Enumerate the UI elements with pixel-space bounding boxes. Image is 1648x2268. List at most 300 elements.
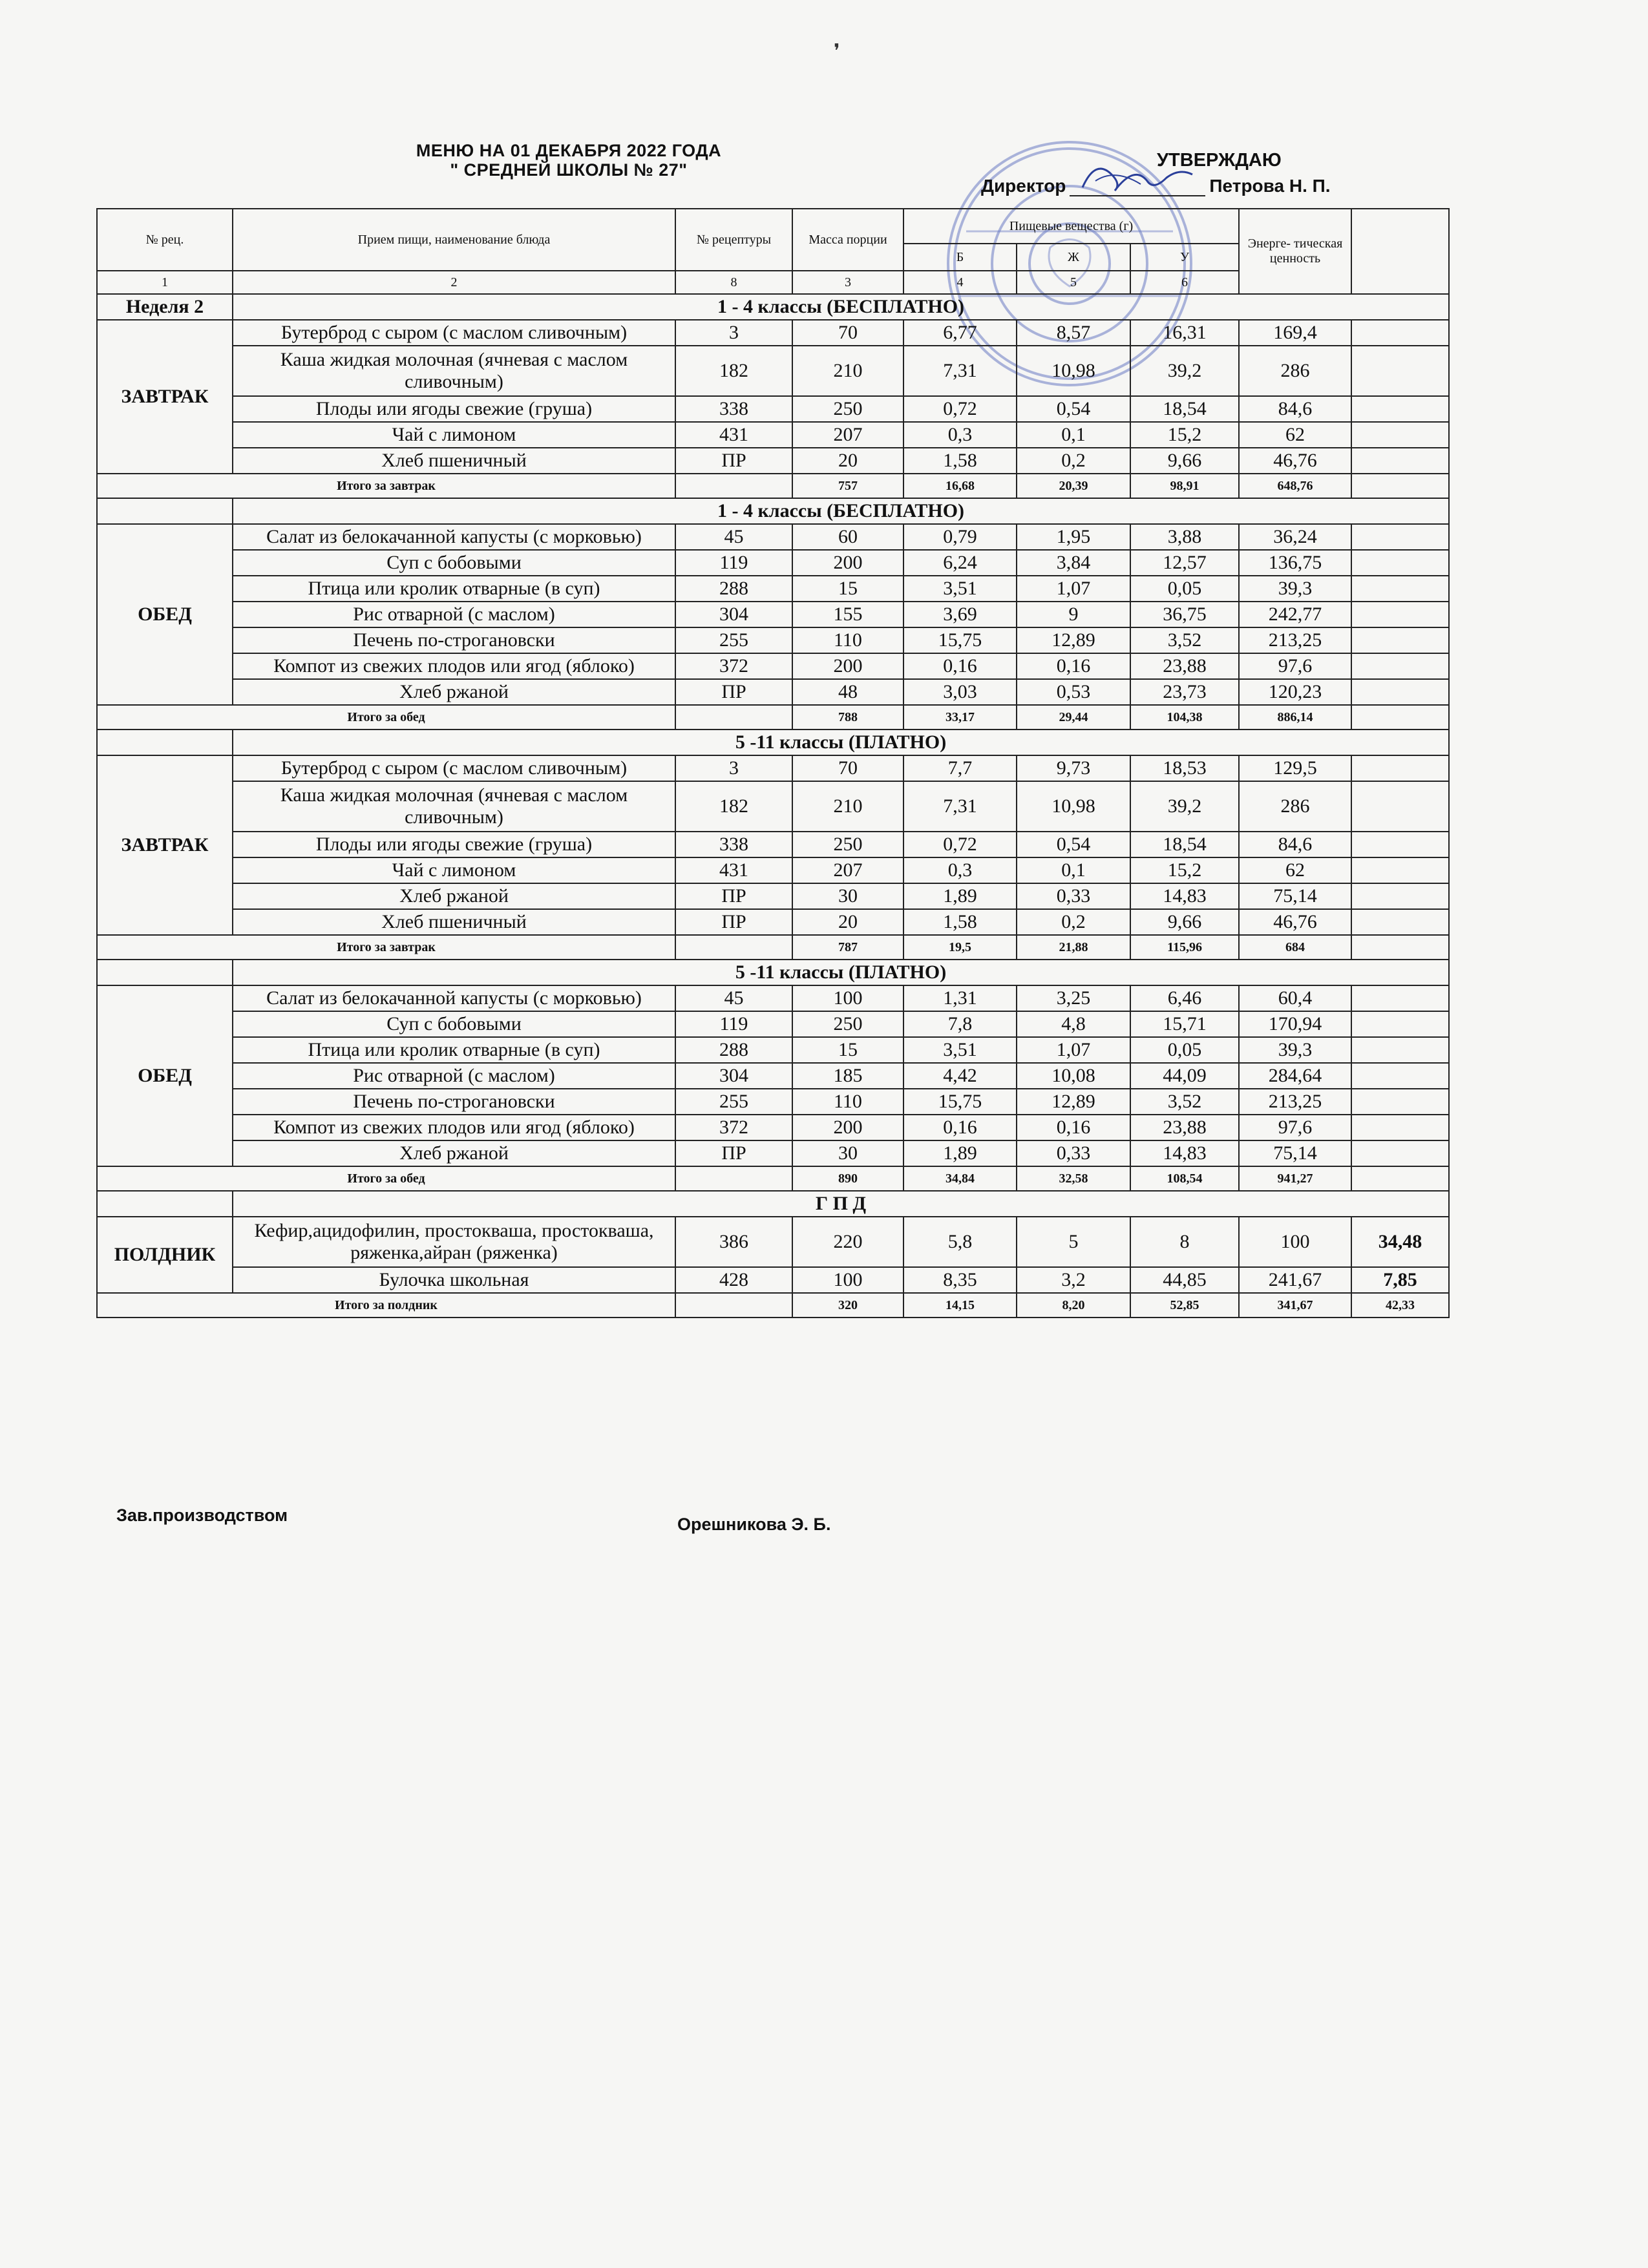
menu-item-row [97, 627, 1449, 653]
recipe-number: 119 [675, 1011, 792, 1037]
protein-value: 7,7 [903, 755, 1017, 781]
section-title: Г П Д [233, 1191, 1449, 1217]
portion-mass: 200 [792, 1115, 903, 1140]
price-value [1351, 985, 1449, 1011]
total-recipe-empty [675, 474, 792, 498]
menu-item-row [97, 1063, 1449, 1089]
recipe-number: 428 [675, 1267, 792, 1293]
carb-value: 15,2 [1130, 857, 1239, 883]
fat-value: 1,07 [1017, 1037, 1130, 1063]
dish-name: Бутерброд с сыром (с маслом сливочным) [233, 320, 675, 346]
menu-item-row [97, 679, 1449, 705]
total-row [97, 935, 1449, 960]
dish-name: Бутерброд с сыром (с маслом сливочным) [233, 755, 675, 781]
menu-item-row [97, 985, 1449, 1011]
fat-value: 0,1 [1017, 422, 1130, 448]
dish-name: Кефир,ацидофилин, простокваша, простокваша, ряженка,айран (ряженка) [233, 1217, 675, 1267]
meal-label: ПОЛДНИК [97, 1217, 233, 1293]
recipe-number: 288 [675, 1037, 792, 1063]
protein-value: 0,79 [903, 524, 1017, 550]
section-title: 1 - 4 классы (БЕСПЛАТНО) [233, 498, 1449, 524]
col-header-extra [1351, 209, 1449, 294]
energy-value: 100 [1239, 1217, 1351, 1267]
carb-value: 3,52 [1130, 1089, 1239, 1115]
protein-value: 3,03 [903, 679, 1017, 705]
energy-value: 284,64 [1239, 1063, 1351, 1089]
price-value: 7,85 [1351, 1267, 1449, 1293]
portion-mass: 60 [792, 524, 903, 550]
meal-label: ОБЕД [97, 524, 233, 705]
col-number: 5 [1017, 271, 1130, 294]
portion-mass: 250 [792, 396, 903, 422]
recipe-number: 304 [675, 602, 792, 627]
carb-value: 9,66 [1130, 909, 1239, 935]
portion-mass: 250 [792, 832, 903, 857]
fat-value: 0,1 [1017, 857, 1130, 883]
recipe-number: ПР [675, 679, 792, 705]
menu-item-row [97, 550, 1449, 576]
menu-item-row [97, 883, 1449, 909]
energy-value: 241,67 [1239, 1267, 1351, 1293]
portion-mass: 110 [792, 627, 903, 653]
section-spacer-cell [97, 730, 233, 755]
protein-value: 0,3 [903, 422, 1017, 448]
portion-mass: 200 [792, 550, 903, 576]
protein-value: 8,35 [903, 1267, 1017, 1293]
recipe-number: 3 [675, 320, 792, 346]
total-label: Итого за обед [97, 1166, 675, 1191]
total-label: Итого за завтрак [97, 935, 675, 960]
menu-item-row [97, 524, 1449, 550]
protein-value: 0,16 [903, 1115, 1017, 1140]
menu-item-row [97, 857, 1449, 883]
price-value [1351, 602, 1449, 627]
section-header-row [97, 730, 1449, 755]
meal-label: ОБЕД [97, 985, 233, 1166]
total-fat: 21,88 [1017, 935, 1130, 960]
carb-value: 6,46 [1130, 985, 1239, 1011]
carb-value: 23,73 [1130, 679, 1239, 705]
price-value [1351, 781, 1449, 832]
section-title: 5 -11 классы (ПЛАТНО) [233, 960, 1449, 985]
price-value [1351, 1115, 1449, 1140]
dish-name: Плоды или ягоды свежие (груша) [233, 396, 675, 422]
portion-mass: 110 [792, 1089, 903, 1115]
menu-item-row [97, 1089, 1449, 1115]
energy-value: 242,77 [1239, 602, 1351, 627]
total-fat: 32,58 [1017, 1166, 1130, 1191]
energy-value: 62 [1239, 857, 1351, 883]
total-fat: 20,39 [1017, 474, 1130, 498]
section-spacer-cell [97, 1191, 233, 1217]
section-title: 5 -11 классы (ПЛАТНО) [233, 730, 1449, 755]
total-label: Итого за полдник [97, 1293, 675, 1318]
dish-name: Салат из белокачанной капусты (с морковью) [233, 524, 675, 550]
carb-value: 23,88 [1130, 1115, 1239, 1140]
fat-value: 0,2 [1017, 448, 1130, 474]
total-recipe-empty [675, 935, 792, 960]
total-price [1351, 935, 1449, 960]
col-number: 3 [792, 271, 903, 294]
energy-value: 84,6 [1239, 396, 1351, 422]
carb-value: 0,05 [1130, 576, 1239, 602]
carb-value: 12,57 [1130, 550, 1239, 576]
dish-name: Компот из свежих плодов или ягод (яблоко) [233, 653, 675, 679]
protein-value: 15,75 [903, 627, 1017, 653]
protein-value: 4,42 [903, 1063, 1017, 1089]
energy-value: 39,3 [1239, 576, 1351, 602]
carb-value: 18,54 [1130, 832, 1239, 857]
section-header-row [97, 498, 1449, 524]
total-mass: 788 [792, 705, 903, 730]
dish-name: Чай с лимоном [233, 422, 675, 448]
dish-name: Птица или кролик отварные (в суп) [233, 1037, 675, 1063]
portion-mass: 15 [792, 1037, 903, 1063]
dish-name: Печень по-строгановски [233, 627, 675, 653]
col-header-dish: Прием пищи, наименование блюда [233, 209, 675, 271]
portion-mass: 207 [792, 422, 903, 448]
menu-item-row [97, 1267, 1449, 1293]
price-value [1351, 653, 1449, 679]
total-recipe-empty [675, 1166, 792, 1191]
recipe-number: 182 [675, 346, 792, 396]
energy-value: 75,14 [1239, 1140, 1351, 1166]
total-label: Итого за завтрак [97, 474, 675, 498]
dish-name: Каша жидкая молочная (ячневая с маслом сливочным) [233, 781, 675, 832]
total-recipe-empty [675, 705, 792, 730]
price-value [1351, 396, 1449, 422]
recipe-number: 304 [675, 1063, 792, 1089]
total-row [97, 1293, 1449, 1318]
carb-value: 18,53 [1130, 755, 1239, 781]
price-value [1351, 1011, 1449, 1037]
menu-item-row [97, 832, 1449, 857]
table-header-row-1 [97, 209, 1449, 244]
portion-mass: 70 [792, 320, 903, 346]
energy-value: 97,6 [1239, 653, 1351, 679]
protein-value: 3,51 [903, 576, 1017, 602]
energy-value: 62 [1239, 422, 1351, 448]
recipe-number: ПР [675, 448, 792, 474]
price-value [1351, 422, 1449, 448]
price-value: 34,48 [1351, 1217, 1449, 1267]
title-line-2: " СРЕДНЕЙ ШКОЛЫ № 27" [450, 160, 688, 180]
menu-item-row [97, 1115, 1449, 1140]
total-fat: 8,20 [1017, 1293, 1130, 1318]
energy-value: 213,25 [1239, 627, 1351, 653]
price-value [1351, 576, 1449, 602]
dish-name: Хлеб ржаной [233, 679, 675, 705]
carb-value: 44,85 [1130, 1267, 1239, 1293]
title-line-1: МЕНЮ НА 01 ДЕКАБРЯ 2022 ГОДА [416, 141, 722, 160]
total-protein: 34,84 [903, 1166, 1017, 1191]
total-protein: 33,17 [903, 705, 1017, 730]
price-value [1351, 857, 1449, 883]
menu-item-row [97, 1217, 1449, 1267]
total-price [1351, 1166, 1449, 1191]
energy-value: 46,76 [1239, 909, 1351, 935]
fat-value: 0,53 [1017, 679, 1130, 705]
protein-value: 0,72 [903, 832, 1017, 857]
total-energy: 648,76 [1239, 474, 1351, 498]
energy-value: 136,75 [1239, 550, 1351, 576]
price-value [1351, 1037, 1449, 1063]
energy-value: 169,4 [1239, 320, 1351, 346]
portion-mass: 210 [792, 346, 903, 396]
total-carb: 108,54 [1130, 1166, 1239, 1191]
col-header-zh: Ж [1017, 244, 1130, 271]
protein-value: 5,8 [903, 1217, 1017, 1267]
energy-value: 286 [1239, 346, 1351, 396]
carb-value: 14,83 [1130, 1140, 1239, 1166]
protein-value: 1,58 [903, 448, 1017, 474]
dish-name: Салат из белокачанной капусты (с морковью) [233, 985, 675, 1011]
dish-name: Плоды или ягоды свежие (груша) [233, 832, 675, 857]
fat-value: 3,25 [1017, 985, 1130, 1011]
col-number: 1 [97, 271, 233, 294]
recipe-number: 338 [675, 396, 792, 422]
total-price [1351, 705, 1449, 730]
recipe-number: 45 [675, 985, 792, 1011]
menu-item-row [97, 781, 1449, 832]
menu-table-body [97, 209, 1449, 1318]
protein-value: 15,75 [903, 1089, 1017, 1115]
carb-value: 36,75 [1130, 602, 1239, 627]
section-header-row [97, 1191, 1449, 1217]
carb-value: 14,83 [1130, 883, 1239, 909]
recipe-number: 372 [675, 1115, 792, 1140]
menu-item-row [97, 909, 1449, 935]
energy-value: 97,6 [1239, 1115, 1351, 1140]
price-value [1351, 448, 1449, 474]
total-mass: 787 [792, 935, 903, 960]
recipe-number: 45 [675, 524, 792, 550]
section-header-row [97, 960, 1449, 985]
dish-name: Хлеб ржаной [233, 1140, 675, 1166]
protein-value: 3,51 [903, 1037, 1017, 1063]
energy-value: 129,5 [1239, 755, 1351, 781]
energy-value: 120,23 [1239, 679, 1351, 705]
recipe-number: 386 [675, 1217, 792, 1267]
total-recipe-empty [675, 1293, 792, 1318]
price-value [1351, 346, 1449, 396]
recipe-number: 255 [675, 1089, 792, 1115]
fat-value: 10,08 [1017, 1063, 1130, 1089]
fat-value: 5 [1017, 1217, 1130, 1267]
portion-mass: 155 [792, 602, 903, 627]
carb-value: 44,09 [1130, 1063, 1239, 1089]
recipe-number: 288 [675, 576, 792, 602]
recipe-number: ПР [675, 1140, 792, 1166]
energy-value: 170,94 [1239, 1011, 1351, 1037]
dish-name: Чай с лимоном [233, 857, 675, 883]
total-energy: 886,14 [1239, 705, 1351, 730]
protein-value: 1,31 [903, 985, 1017, 1011]
price-value [1351, 1089, 1449, 1115]
total-fat: 29,44 [1017, 705, 1130, 730]
energy-value: 286 [1239, 781, 1351, 832]
carb-value: 39,2 [1130, 346, 1239, 396]
recipe-number: 3 [675, 755, 792, 781]
portion-mass: 185 [792, 1063, 903, 1089]
section-title: 1 - 4 классы (БЕСПЛАТНО) [233, 294, 1449, 320]
production-manager-name: Орешникова Э. Б. [677, 1515, 831, 1534]
dish-name: Птица или кролик отварные (в суп) [233, 576, 675, 602]
total-carb: 104,38 [1130, 705, 1239, 730]
fat-value: 0,33 [1017, 883, 1130, 909]
section-header-row [97, 294, 1449, 320]
portion-mass: 20 [792, 448, 903, 474]
menu-item-row [97, 1011, 1449, 1037]
total-row [97, 705, 1449, 730]
col-header-recipe: № рецептуры [675, 209, 792, 271]
fat-value: 10,98 [1017, 781, 1130, 832]
portion-mass: 207 [792, 857, 903, 883]
portion-mass: 100 [792, 985, 903, 1011]
recipe-number: 255 [675, 627, 792, 653]
dish-name: Компот из свежих плодов или ягод (яблоко) [233, 1115, 675, 1140]
fat-value: 3,2 [1017, 1267, 1130, 1293]
fat-value: 0,16 [1017, 653, 1130, 679]
energy-value: 39,3 [1239, 1037, 1351, 1063]
col-number: 2 [233, 271, 675, 294]
dish-name: Хлеб ржаной [233, 883, 675, 909]
energy-value: 36,24 [1239, 524, 1351, 550]
carb-value: 9,66 [1130, 448, 1239, 474]
protein-value: 0,72 [903, 396, 1017, 422]
fat-value: 8,57 [1017, 320, 1130, 346]
fat-value: 0,54 [1017, 396, 1130, 422]
carb-value: 3,52 [1130, 627, 1239, 653]
col-header-b: Б [903, 244, 1017, 271]
recipe-number: 431 [675, 422, 792, 448]
total-protein: 16,68 [903, 474, 1017, 498]
price-value [1351, 320, 1449, 346]
fat-value: 10,98 [1017, 346, 1130, 396]
director-line [981, 176, 1331, 196]
col-number: 4 [903, 271, 1017, 294]
energy-value: 75,14 [1239, 883, 1351, 909]
fat-value: 4,8 [1017, 1011, 1130, 1037]
energy-value: 46,76 [1239, 448, 1351, 474]
total-mass: 757 [792, 474, 903, 498]
fat-value: 0,2 [1017, 909, 1130, 935]
total-carb: 115,96 [1130, 935, 1239, 960]
menu-item-row [97, 448, 1449, 474]
portion-mass: 220 [792, 1217, 903, 1267]
fat-value: 9,73 [1017, 755, 1130, 781]
section-spacer-cell [97, 498, 233, 524]
recipe-number: 372 [675, 653, 792, 679]
portion-mass: 30 [792, 883, 903, 909]
portion-mass: 200 [792, 653, 903, 679]
carb-value: 3,88 [1130, 524, 1239, 550]
dish-name: Суп с бобовыми [233, 1011, 675, 1037]
energy-value: 213,25 [1239, 1089, 1351, 1115]
recipe-number: ПР [675, 883, 792, 909]
fat-value: 1,95 [1017, 524, 1130, 550]
col-header-u: У [1130, 244, 1239, 271]
fat-value: 0,33 [1017, 1140, 1130, 1166]
recipe-number: 338 [675, 832, 792, 857]
menu-table [96, 208, 1450, 1318]
protein-value: 7,8 [903, 1011, 1017, 1037]
col-header-nutrients: Пищевые вещества (г) [903, 209, 1239, 244]
price-value [1351, 550, 1449, 576]
document-title [388, 141, 750, 180]
menu-item-row [97, 1037, 1449, 1063]
dish-name: Рис отварной (с маслом) [233, 602, 675, 627]
total-mass: 890 [792, 1166, 903, 1191]
total-price [1351, 474, 1449, 498]
menu-item-row [97, 346, 1449, 396]
menu-item-row [97, 755, 1449, 781]
protein-value: 1,89 [903, 1140, 1017, 1166]
portion-mass: 100 [792, 1267, 903, 1293]
fat-value: 1,07 [1017, 576, 1130, 602]
carb-value: 15,2 [1130, 422, 1239, 448]
portion-mass: 250 [792, 1011, 903, 1037]
fat-value: 12,89 [1017, 1089, 1130, 1115]
protein-value: 1,89 [903, 883, 1017, 909]
portion-mass: 30 [792, 1140, 903, 1166]
dish-name: Каша жидкая молочная (ячневая с маслом сливочным) [233, 346, 675, 396]
total-energy: 941,27 [1239, 1166, 1351, 1191]
protein-value: 3,69 [903, 602, 1017, 627]
price-value [1351, 909, 1449, 935]
fat-value: 0,54 [1017, 832, 1130, 857]
menu-item-row [97, 320, 1449, 346]
menu-item-row [97, 396, 1449, 422]
total-energy: 341,67 [1239, 1293, 1351, 1318]
stray-mark: ❜ [834, 41, 840, 62]
price-value [1351, 755, 1449, 781]
signature-line [1070, 195, 1205, 196]
carb-value: 16,31 [1130, 320, 1239, 346]
dish-name: Хлеб пшеничный [233, 448, 675, 474]
price-value [1351, 1063, 1449, 1089]
carb-value: 39,2 [1130, 781, 1239, 832]
director-name: Петрова Н. П. [1209, 176, 1331, 196]
price-value [1351, 1140, 1449, 1166]
total-carb: 98,91 [1130, 474, 1239, 498]
price-value [1351, 627, 1449, 653]
total-energy: 684 [1239, 935, 1351, 960]
meal-label: ЗАВТРАК [97, 755, 233, 935]
menu-item-row [97, 653, 1449, 679]
col-number: 8 [675, 271, 792, 294]
portion-mass: 210 [792, 781, 903, 832]
fat-value: 3,84 [1017, 550, 1130, 576]
col-header-energy: Энерге- тическая ценность [1239, 209, 1351, 294]
menu-item-row [97, 602, 1449, 627]
protein-value: 6,24 [903, 550, 1017, 576]
price-value [1351, 679, 1449, 705]
portion-mass: 20 [792, 909, 903, 935]
dish-name: Суп с бобовыми [233, 550, 675, 576]
fat-value: 12,89 [1017, 627, 1130, 653]
total-row [97, 474, 1449, 498]
energy-value: 84,6 [1239, 832, 1351, 857]
dish-name: Печень по-строгановски [233, 1089, 675, 1115]
recipe-number: 431 [675, 857, 792, 883]
fat-value: 9 [1017, 602, 1130, 627]
col-header-num: № рец. [97, 209, 233, 271]
recipe-number: 182 [675, 781, 792, 832]
price-value [1351, 832, 1449, 857]
total-row [97, 1166, 1449, 1191]
carb-value: 15,71 [1130, 1011, 1239, 1037]
